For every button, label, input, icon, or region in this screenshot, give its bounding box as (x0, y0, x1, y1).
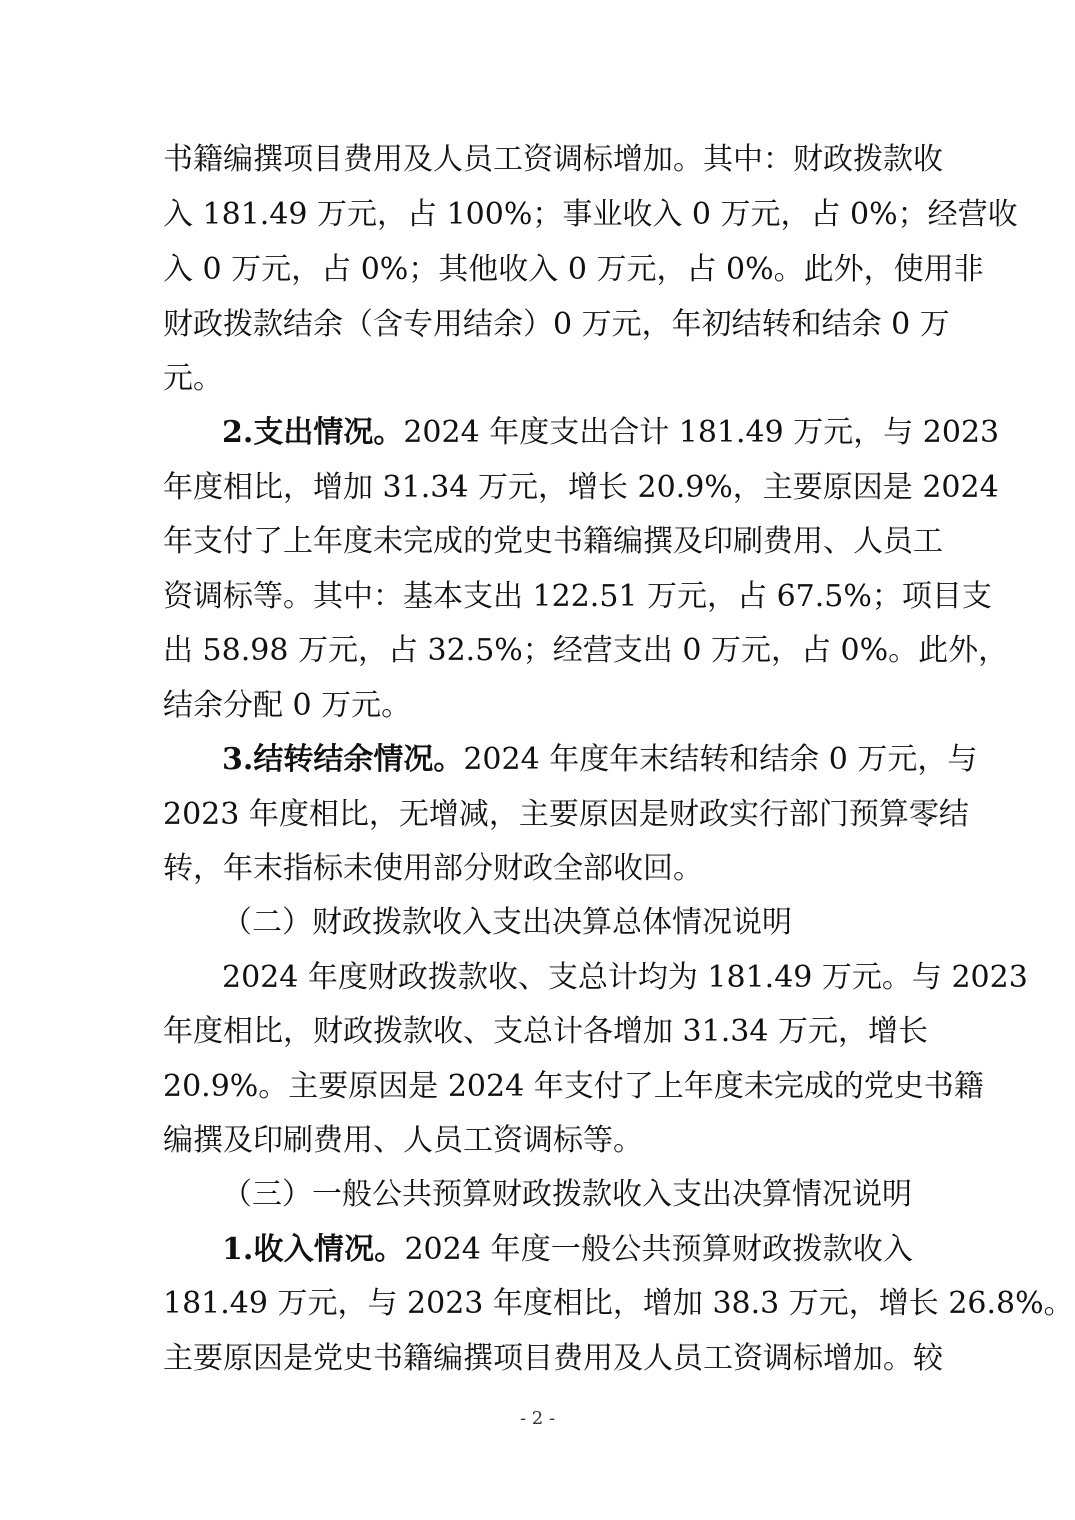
paragraph-text: 2024 年度一般公共预算财政拨款收入 (404, 1232, 913, 1267)
carryover-paragraph-first-line (222, 740, 978, 780)
paragraph-line: 年支付了上年度未完成的党史书籍编撰及印刷费用、人员工 (163, 524, 943, 559)
paragraph-line: 编撰及印刷费用、人员工资调标等。 (163, 1123, 643, 1158)
paragraph-line: 结余分配 0 万元。 (163, 688, 412, 723)
paragraph-line: 2023 年度相比，无增减，主要原因是财政实行部门预算零结 (163, 797, 969, 832)
paragraph-text: 2024 年度支出合计 181.49 万元，与 2023 (403, 415, 1000, 450)
paragraph-text: 2024 年度年末结转和结余 0 万元，与 (463, 742, 978, 777)
income-paragraph-first-line (222, 1230, 913, 1270)
paragraph-line: 资调标等。其中：基本支出 122.51 万元，占 67.5%；项目支 (163, 579, 992, 614)
expenditure-lead-label: 2.支出情况。 (222, 415, 404, 450)
paragraph-line: 书籍编撰项目费用及人员工资调标增加。其中：财政拨款收 (163, 142, 943, 177)
paragraph-line: 财政拨款结余（含专用结余）0 万元，年初结转和结余 0 万 (163, 307, 950, 342)
income-lead-label: 1.收入情况。 (222, 1232, 405, 1267)
paragraph-line: 入 0 万元，占 0%；其他收入 0 万元，占 0%。此外，使用非 (163, 252, 984, 287)
paragraph-line: 转，年末指标未使用部分财政全部收回。 (163, 851, 703, 886)
paragraph-line: 年度相比，财政拨款收、支总计各增加 31.34 万元，增长 (163, 1014, 928, 1049)
paragraph-line: 主要原因是党史书籍编撰项目费用及人员工资调标增加。较 (163, 1341, 943, 1376)
paragraph-line: 2024 年度财政拨款收、支总计均为 181.49 万元。与 2023 (222, 960, 1028, 995)
paragraph-line: 20.9%。主要原因是 2024 年支付了上年度未完成的党史书籍 (163, 1069, 984, 1104)
page-number: - 2 - (519, 1408, 556, 1429)
paragraph-line: 181.49 万元，与 2023 年度相比，增加 38.3 万元，增长 26.8%。 (163, 1286, 1074, 1321)
expenditure-paragraph-first-line (222, 413, 1000, 453)
paragraph-line: 元。 (163, 361, 223, 396)
paragraph-line: 年度相比，增加 31.34 万元，增长 20.9%，主要原因是 2024 (163, 470, 999, 505)
section-heading: （二）财政拨款收入支出决算总体情况说明 (222, 905, 792, 940)
carryover-lead-label: 3.结转结余情况。 (222, 742, 464, 777)
paragraph-line: 出 58.98 万元，占 32.5%；经营支出 0 万元，占 0%。此外， (163, 633, 1009, 668)
paragraph-line: 入 181.49 万元，占 100%；事业收入 0 万元，占 0%；经营收 (163, 197, 1018, 232)
section-heading: （三）一般公共预算财政拨款收入支出决算情况说明 (222, 1177, 912, 1212)
